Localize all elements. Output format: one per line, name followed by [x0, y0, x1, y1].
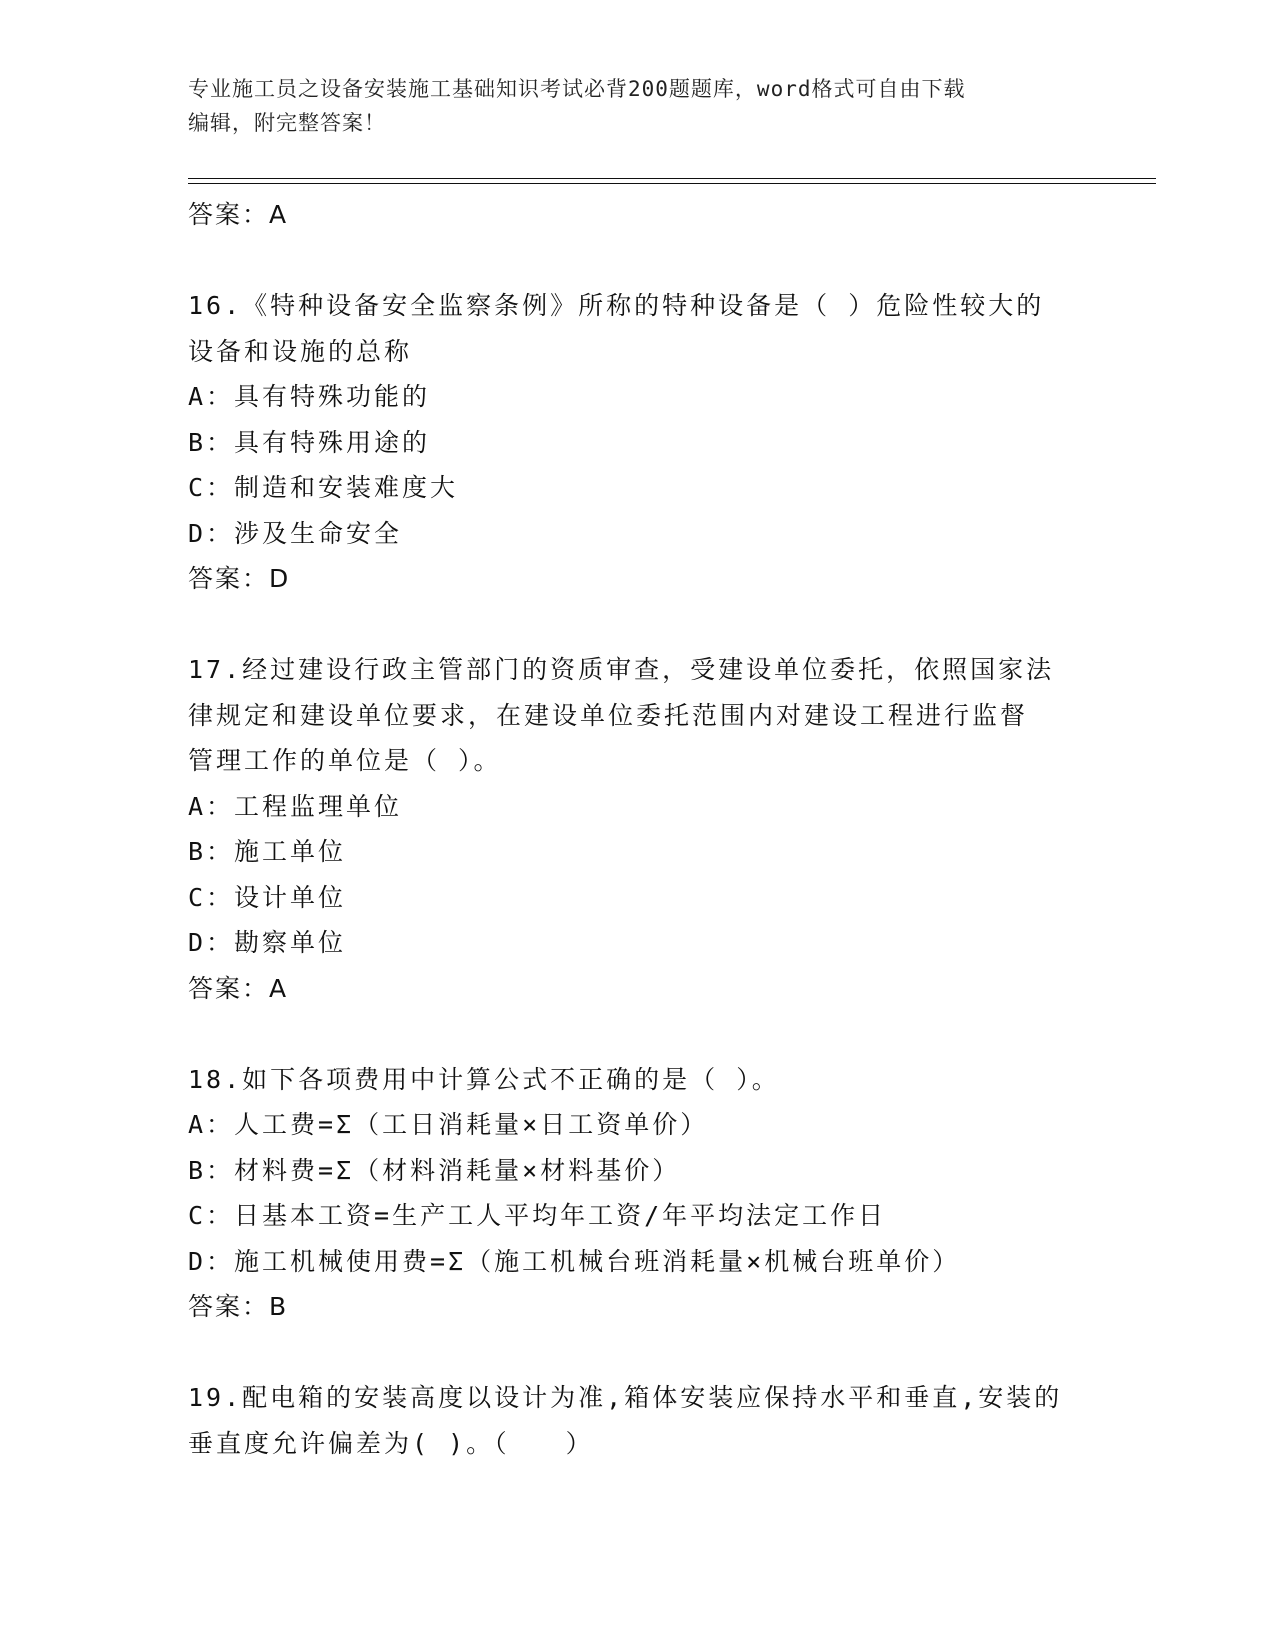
option-a: A：人工费=Σ（工日消耗量×日工资单价） — [188, 1110, 709, 1139]
header-divider-bottom — [188, 183, 1156, 184]
option-d: D：施工机械使用费=Σ（施工机械台班消耗量×机械台班单价） — [188, 1246, 961, 1276]
option-d: D：涉及生命安全 — [188, 518, 403, 548]
answer: 答案：D — [188, 564, 291, 593]
answer: 答案：B — [188, 1292, 289, 1321]
option-b: B：施工单位 — [188, 837, 347, 866]
question-stem-line: 17.经过建设行政主管部门的资质审查，受建设单位委托，依照国家法 — [188, 655, 1055, 684]
option-c: C：设计单位 — [188, 882, 347, 912]
question-17 — [188, 647, 1088, 1011]
question-stem-line: 管理工作的单位是（ ）。 — [188, 746, 502, 775]
option-d: D：勘察单位 — [188, 928, 347, 957]
option-c: C：制造和安装难度大 — [188, 473, 459, 502]
document-header — [188, 72, 1088, 140]
answer: 答案：A — [188, 973, 289, 1003]
question-list — [188, 192, 1088, 1466]
question-stem-line: 设备和设施的总称 — [188, 336, 413, 366]
header-line-2: 编辑，附完整答案！ — [188, 111, 386, 135]
question-16 — [188, 283, 1088, 602]
question-stem-line: 19.配电箱的安装高度以设计为准,箱体安装应保持水平和垂直,安装的 — [188, 1383, 1063, 1412]
question-stem-line: 18.如下各项费用中计算公式不正确的是（ ）。 — [188, 1064, 780, 1094]
option-b: B：具有特殊用途的 — [188, 427, 431, 457]
question-stem-line: 律规定和建设单位要求，在建设单位委托范围内对建设工程进行监督 — [188, 700, 1029, 730]
question-stem-line: 垂直度允许偏差为( )。（ ） — [188, 1428, 594, 1458]
question-19 — [188, 1375, 1088, 1466]
option-a: A：工程监理单位 — [188, 791, 403, 821]
question-stem-line: 16.《特种设备安全监察条例》所称的特种设备是（ ）危险性较大的 — [188, 291, 1045, 320]
header-divider-top — [188, 178, 1156, 179]
header-line-1: 专业施工员之设备安装施工基础知识考试必背200题题库，word格式可自由下载 — [188, 77, 966, 101]
option-b: B：材料费=Σ（材料消耗量×材料基价） — [188, 1155, 681, 1185]
option-a: A：具有特殊功能的 — [188, 382, 431, 411]
question-18 — [188, 1057, 1088, 1330]
previous-answer: 答案：A — [188, 200, 289, 229]
option-c: C：日基本工资=生产工人平均年工资/年平均法定工作日 — [188, 1201, 887, 1230]
